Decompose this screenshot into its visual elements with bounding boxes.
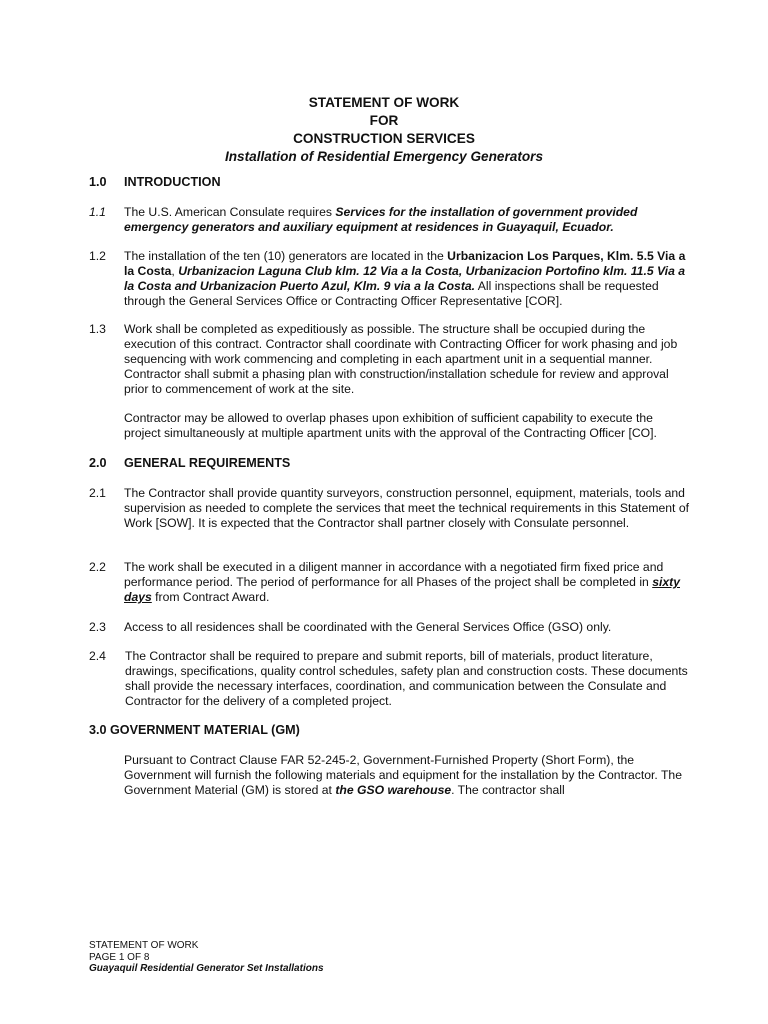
paragraph-number: 1.3 — [89, 322, 106, 336]
paragraph-1-3 — [89, 322, 689, 397]
title-line-1: STATEMENT OF WORK — [308, 95, 460, 110]
text-run: The work shall be executed in a diligent manner in accordance with a negotiated firm fixed price and performance period. The period of performance for all Phases of the project shall be completed in — [124, 560, 664, 589]
paragraph-text — [124, 249, 689, 309]
footer-document-name: Guayaquil Residential Generator Set Installations — [89, 963, 324, 974]
title-line-3: CONSTRUCTION SERVICES — [293, 131, 475, 146]
emphasis-run: Services for the installation of government provided emergency generators and auxiliary equipment at residences in Guayaquil, Ecuador. — [124, 205, 638, 234]
paragraph-text: Access to all residences shall be coordinated with the General Services Office (GSO) only. — [124, 620, 612, 634]
emphasis-run: sixty days — [124, 575, 680, 604]
paragraph-number: 2.1 — [89, 486, 106, 500]
section-heading-general-requirements — [89, 456, 290, 471]
paragraph-1-1 — [89, 205, 689, 235]
text-run: All inspections shall be requested through the General Services Office or Contracting Officer Representative [COR]. — [124, 279, 659, 308]
text-run: The installation of the ten (10) generators are located in the — [124, 249, 448, 263]
paragraph-number: 2.4 — [89, 649, 106, 663]
paragraph-text: The Contractor shall provide quantity surveyors, construction personnel, equipment, materials, tools and supervision as needed to complete the services that meet the technical requirements in this Statement of Work [SOW]. It is expected that the Contractor shall partner closely with Consulate personnel. — [124, 486, 689, 530]
section-number: 1.0 — [89, 175, 107, 189]
document-subtitle: Installation of Residential Emergency Generators — [224, 149, 544, 164]
text-run: Pursuant to Contract Clause FAR 52-245-2, Government-Furnished Property (Short Form), the Government will furnish the following materials and equipment for the installation by the Contractor. The Government Material (GM) is stored at — [124, 753, 682, 797]
paragraph-text: The Contractor shall be required to prepare and submit reports, bill of materials, product literature, drawings, specifications, quality control schedules, safety plan and construction costs. These documents shall provide the necessary interfaces, coordination, and communication between the Consulate and Contractor for the delivery of a completed project. — [125, 649, 688, 708]
section-number: 2.0 — [89, 456, 107, 470]
paragraph-3 — [124, 753, 684, 798]
footer-line-1: STATEMENT OF WORK — [89, 940, 199, 951]
paragraph-2-2 — [89, 560, 689, 605]
emphasis-run: Urbanizacion Los Parques, Klm. 5.5 Via a la Costa — [124, 249, 686, 278]
text-run: from Contract Award. — [151, 590, 270, 604]
paragraph-text — [124, 560, 689, 605]
section-title: GENERAL REQUIREMENTS — [124, 456, 291, 470]
text-run: . The contractor shall — [451, 783, 565, 797]
paragraph-text — [124, 205, 689, 235]
paragraph-number: 1.2 — [89, 249, 106, 263]
paragraph-1-3-continued: Contractor may be allowed to overlap phases upon exhibition of sufficient capability to execute the project simultaneously at multiple apartment units with the approval of the Contracting Officer [CO]. — [124, 411, 657, 440]
paragraph-text: Work shall be completed as expeditiously as possible. The structure shall be occupied during the execution of this contract. Contractor shall coordinate with Contracting Officer for work phasing and job sequencing with work commencing and completing in each apartment unit in a sequential manner. Contractor shall submit a phasing plan with construction/installation schedule for review and approval prior to commencement of work at the site. — [124, 322, 678, 396]
section-heading-government-material: 3.0 GOVERNMENT MATERIAL (GM) — [89, 723, 300, 737]
title-line-2: FOR — [369, 113, 399, 128]
section-title: INTRODUCTION — [124, 175, 221, 189]
section-heading-introduction — [89, 175, 221, 190]
paragraph-number: 2.2 — [89, 560, 106, 574]
paragraph-1-2 — [89, 249, 689, 309]
emphasis-run: the GSO warehouse — [335, 783, 452, 797]
footer-page-number: PAGE 1 OF 8 — [89, 951, 150, 963]
page-footer — [89, 940, 324, 975]
text-run: , — [171, 264, 179, 278]
text-run: The U.S. American Consulate requires — [124, 205, 336, 219]
paragraph-2-4 — [89, 649, 689, 709]
paragraph-2-3 — [89, 620, 689, 635]
paragraph-number: 1.1 — [89, 205, 106, 219]
paragraph-2-1 — [89, 486, 689, 531]
emphasis-run: Urbanizacion Laguna Club klm. 12 Via a la Costa, Urbanizacion Portofino klm. 11.5 Via a la Costa and Urbanizacion Puerto Azul, Klm. 9 via a la Costa. — [124, 264, 686, 293]
document-title — [0, 94, 768, 166]
paragraph-number: 2.3 — [89, 620, 106, 634]
